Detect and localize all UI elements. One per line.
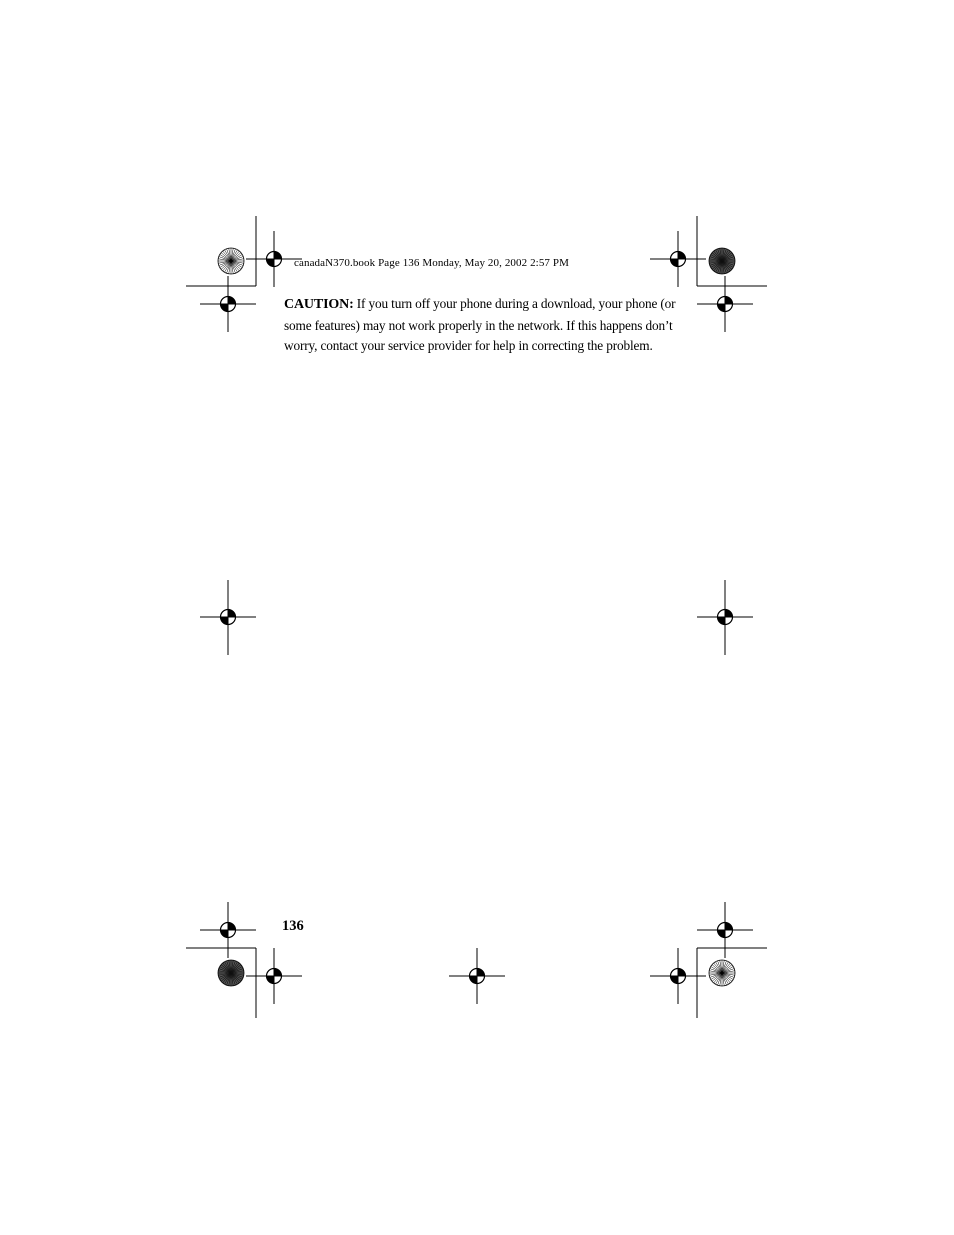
registration-target-quadrant — [228, 923, 236, 931]
caution-paragraph — [284, 294, 676, 357]
registration-target-quadrant — [678, 252, 686, 260]
registration-target-quadrant — [725, 923, 733, 931]
registration-target-quadrant — [267, 259, 275, 267]
registration-target-quadrant — [221, 617, 229, 625]
registration-target-quadrant — [725, 297, 733, 305]
registration-target-quadrant — [274, 252, 282, 260]
registration-target-quadrant — [718, 304, 726, 312]
caution-label: CAUTION: — [284, 297, 354, 312]
registration-target-quadrant — [671, 259, 679, 267]
caution-text: If you turn off your phone during a download, your phone (or some features) may not work properly in the network. If this happens don’t worry, contact your service provider for help in correcting the problem. — [284, 296, 676, 353]
print-header-file-info: canadaN370.book Page 136 Monday, May 20, 2002 2:57 PM — [294, 257, 569, 269]
registration-target-quadrant — [221, 304, 229, 312]
registration-target-quadrant — [470, 976, 478, 984]
registration-target-quadrant — [221, 930, 229, 938]
registration-target-quadrant — [228, 297, 236, 305]
registration-target-quadrant — [228, 610, 236, 618]
registration-target-quadrant — [267, 976, 275, 984]
registration-target-quadrant — [718, 930, 726, 938]
registration-target-quadrant — [671, 976, 679, 984]
registration-target-quadrant — [725, 610, 733, 618]
registration-target-quadrant — [477, 969, 485, 977]
registration-target-quadrant — [274, 969, 282, 977]
registration-target-quadrant — [678, 969, 686, 977]
page-number: 136 — [282, 918, 304, 934]
registration-target-quadrant — [718, 617, 726, 625]
